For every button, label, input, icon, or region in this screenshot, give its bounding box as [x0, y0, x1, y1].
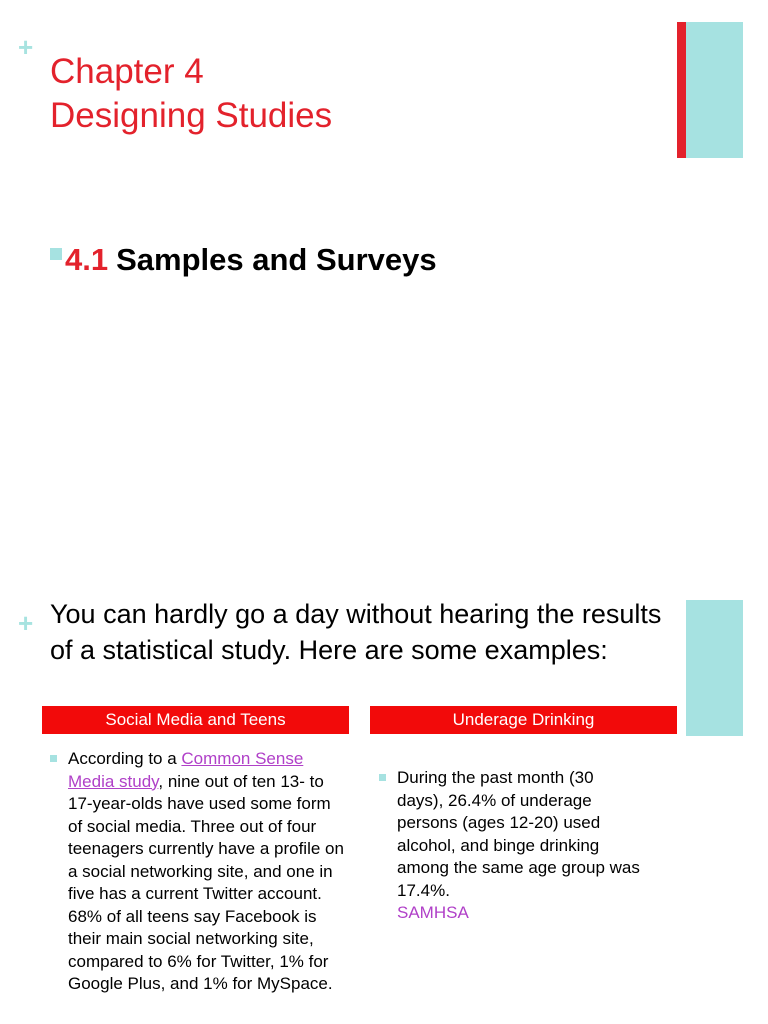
- left-column: [50, 748, 346, 996]
- right-column: [379, 767, 641, 925]
- slide-2: [0, 590, 768, 1024]
- accent-teal-block: [686, 22, 743, 158]
- left-text-start: According to a: [68, 749, 182, 768]
- section-heading: [50, 240, 437, 280]
- banner-social-media: Social Media and Teens: [42, 706, 349, 734]
- right-paragraph: [397, 767, 641, 925]
- section-number: 4.1: [65, 242, 109, 277]
- square-bullet-icon: [50, 755, 57, 762]
- accent-red-bar: [677, 22, 686, 158]
- square-bullet-icon: [379, 774, 386, 781]
- accent-teal-block: [686, 600, 743, 736]
- title-line-2: Designing Studies: [50, 96, 333, 135]
- section-title: Samples and Surveys: [116, 242, 437, 277]
- intro-text: You can hardly go a day without hearing the results of a statistical study. Here are some examples:: [50, 599, 662, 665]
- left-paragraph: [68, 748, 346, 996]
- banner-underage-drinking: Underage Drinking: [370, 706, 677, 734]
- common-sense-media-link[interactable]: Common Sense Media study: [68, 749, 304, 791]
- plus-icon: +: [18, 608, 34, 638]
- square-bullet-icon: [50, 248, 62, 260]
- title-line-1: Chapter 4: [50, 52, 204, 91]
- right-text: During the past month (30 days), 26.4% of underage persons (ages 12-20) used alcohol, and binge drinking among the same age group was 17.4%.: [397, 768, 640, 900]
- slide-title: [50, 50, 332, 138]
- source-samhsa: SAMHSA: [397, 903, 469, 922]
- plus-icon: +: [18, 32, 34, 62]
- left-text-rest: , nine out of ten 13- to 17-year-olds have used some form of social media. Three out of four teenagers currently have a profile on a social networking site, and one in five has a current Twitter account. 68% of all teens say Facebook is their main social networking site, compared to 6% for Twitter, 1% for Google Plus, and 1% for MySpace.: [68, 771, 344, 993]
